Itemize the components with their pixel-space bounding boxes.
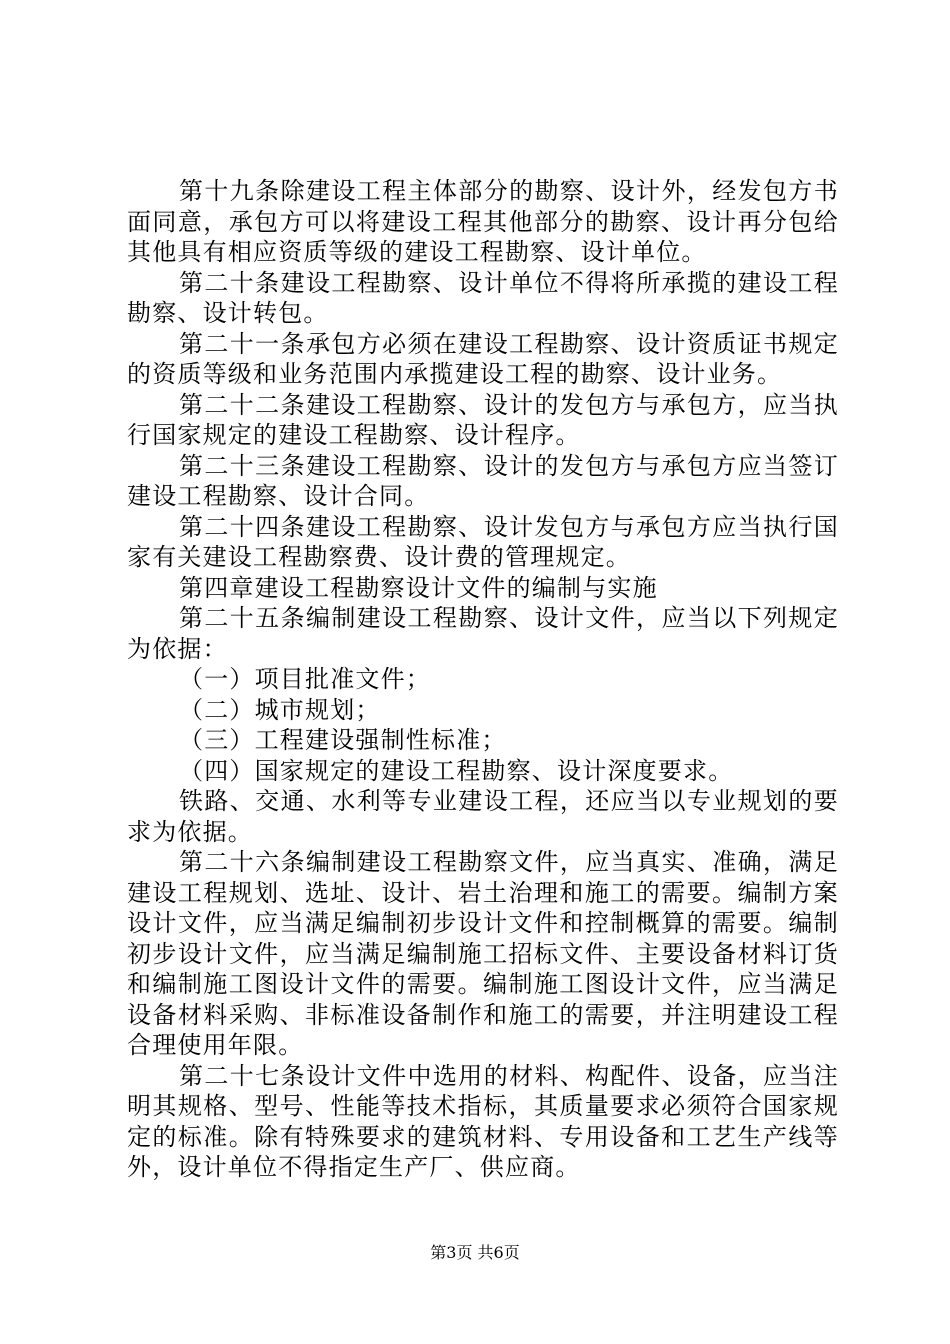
paragraph: 第二十五条编制建设工程勘察、设计文件，应当以下列规定为依据： [127,604,839,663]
paragraph: 第二十条建设工程勘察、设计单位不得将所承揽的建设工程勘察、设计转包。 [127,268,839,327]
list-item: （一）项目批准文件； [179,665,431,693]
list-item: （三）工程建设强制性标准； [179,726,507,754]
paragraph: 第四章建设工程勘察设计文件的编制与实施 [179,573,658,602]
paragraph: 第二十七条设计文件中选用的材料、构配件、设备，应当注明其规格、型号、性能等技术指标，其质量要求必须符合国家规定的标准。除有特殊要求的建筑材料、专用设备和工艺生产线等外，设计单位不得指定生产厂、供应商。 [127,1061,839,1181]
paragraph: 第二十三条建设工程勘察、设计的发包方与承包方应当签订建设工程勘察、设计合同。 [127,451,839,510]
paragraph: 第二十一条承包方必须在建设工程勘察、设计资质证书规定的资质等级和业务范围内承揽建设工程的勘察、设计业务。 [127,329,839,388]
paragraph: 第二十四条建设工程勘察、设计发包方与承包方应当执行国家有关建设工程勘察费、设计费的管理规定。 [127,512,839,571]
document-body [127,176,839,1183]
paragraph: 第二十六条编制建设工程勘察文件，应当真实、准确，满足建设工程规划、选址、设计、岩土治理和施工的需要。编制方案设计文件，应当满足编制初步设计文件和控制概算的需要。编制初步设计文件，应当满足编制施工招标文件、主要设备材料订货和编制施工图设计文件的需要。编制施工图设计文件，应当满足设备材料采购、非标准设备制作和施工的需要，并注明建设工程合理使用年限。 [127,848,839,1059]
paragraph: 铁路、交通、水利等专业建设工程，还应当以专业规划的要求为依据。 [127,787,839,846]
list-item: （二）城市规划； [179,695,381,724]
paragraph: 第十九条除建设工程主体部分的勘察、设计外，经发包方书面同意，承包方可以将建设工程其他部分的勘察、设计再分包给其他具有相应资质等级的建设工程勘察、设计单位。 [127,177,839,266]
list-item: （四）国家规定的建设工程勘察、设计深度要求。 [179,756,734,785]
paragraph: 第二十二条建设工程勘察、设计的发包方与承包方，应当执行国家规定的建设工程勘察、设计程序。 [127,390,839,449]
page-footer: 第3页 共6页 [430,1243,520,1262]
